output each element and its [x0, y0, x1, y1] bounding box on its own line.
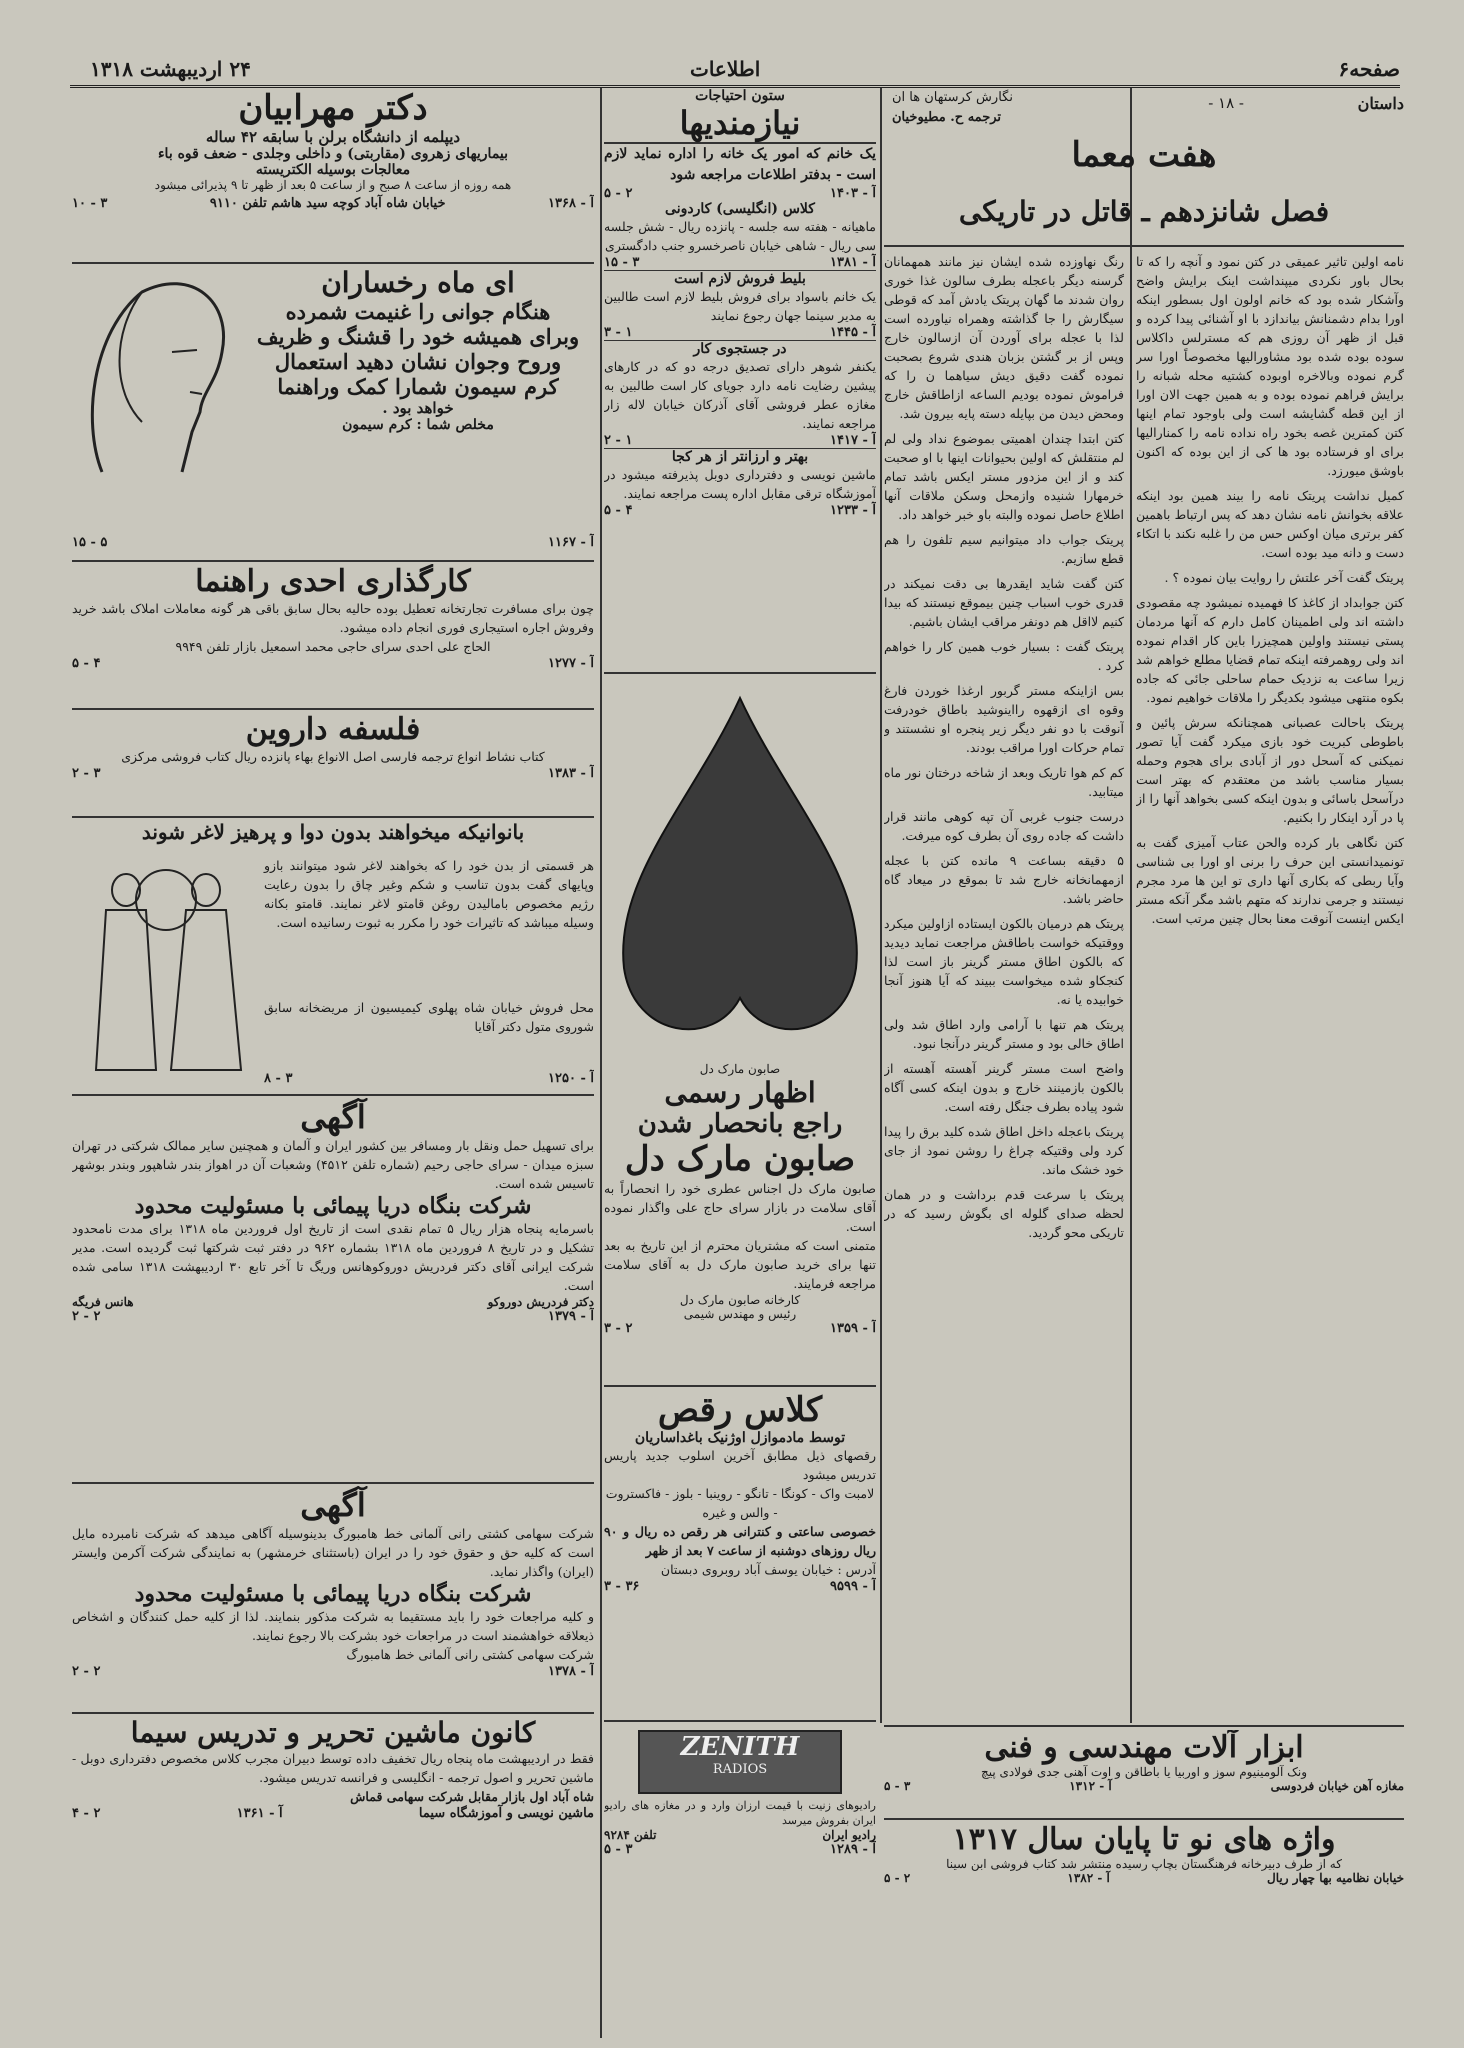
- woman-face-illustration: [72, 272, 242, 482]
- ad-soap: [604, 678, 876, 1378]
- agency-code2: ۴ - ۵: [72, 656, 101, 671]
- need-3-text: یک خانم باسواد برای فروش بلیط لازم است طالبین به مدیر سینما جهان رجوع نمایند: [604, 289, 876, 323]
- typing-title: کانون ماشین تحریر و تدریس سیما: [130, 1716, 536, 1749]
- words-text: که از طرف دبیرخانه فرهنگستان بچاپ رسیده منتشر شد کتاب فروشی ابن سینا: [946, 1857, 1342, 1871]
- divider: [604, 672, 876, 674]
- ad-darwin: [72, 712, 594, 812]
- soap-caption: صابون مارک دل: [699, 1062, 781, 1076]
- notice1-text2: باسرمایه پنجاه هزار ریال ۵ تمام نقدی است از تاریخ اول فروردین ماه ۱۳۱۸ برای مدت نامحدود تشکیل و در تاریخ ۸ فروردین ماه ۱۳۱۸ بشماره ۹۶۲ در دفتر ثبت شرکتها ثبت گردیده است. مدیر شرکت ایرانی آقای دکتر فردریش دوروکوهانس وریگ تا آخر تابع ۳۰ اردیبهشت ۱۳۱۸ سامی شده است.: [72, 1221, 594, 1293]
- story-paragraph: کتن ابتدا چندان اهمیتی بموضوع نداد ولی لم لم منتقلش که اولین بحیوانات اینها با او صحبت کند و از این مزدور مستر ایکس باشد تمام خرمهارا شنیده وازمحل وسکن ملاقات آنها اطلاع حاصل نموده والبته باو خبر خواهد داد.: [884, 431, 1124, 522]
- notice2-code2: ۲ - ۲: [72, 1664, 101, 1679]
- typing-text: فقط در اردیبهشت ماه پنجاه ریال تخفیف داده توسط دبیران مجرب کلاس مخصوص دفترداری دوبل - ماشین تحریر و اصول ترجمه - انگلیسی و فرانسه تدریس میشود.: [72, 1751, 594, 1785]
- notice1-signature: دکتر فردریش دوروکو: [487, 1295, 594, 1309]
- dance-code2: ۳۶ - ۳: [604, 1579, 640, 1594]
- notice1-company: شرکت بنگاه دریا پیمائی با مسئولیت محدود: [134, 1193, 532, 1219]
- notice2-title: آگهی: [300, 1486, 366, 1524]
- doctor-code: آ - ۱۳۶۸: [548, 196, 594, 211]
- doctor-line2: معالجات بوسیله الکتریسته: [255, 162, 411, 178]
- words-address: خیابان نظامیه بها چهار ریال: [1267, 1871, 1404, 1885]
- soap-code2: ۲ - ۳: [604, 1321, 633, 1336]
- divider: [72, 560, 594, 562]
- divider: [604, 1720, 876, 1722]
- dance-title: کلاس رقص: [657, 1390, 823, 1430]
- story-column-1: [1136, 252, 1404, 1722]
- agency-title: کارگذاری احدی راهنما: [195, 564, 471, 599]
- page-label: صفحه۶: [1338, 57, 1400, 81]
- ad-notice-1: [72, 1098, 594, 1478]
- tools-code2: ۳ - ۵: [884, 1779, 911, 1793]
- story-paragraph: پریتک باعجله داخل اطاق شده کلید برق را پیدا کرد ولی وقتیکه چراغ را روشن نمود از جای خود خشک ماند.: [884, 1124, 1124, 1177]
- ad-cream: [72, 266, 594, 556]
- need-5-code: آ - ۱۲۳۳: [830, 503, 876, 518]
- story-paragraph: نامه اولین تاثیر عمیقی در کتن نمود و آنچه را که تا بحال باور نکردی میپنداشت اینک برایش واضح وآشکار شده بود که خانم اولون اول بسطور اینکه اورا بدام دشمنانش بیاندازد با او آشنائی پیدا کرده و قبل از ظهر آن روزی هم که مسترلس داکلاس سوده بوده شده بود مشاورالیها مخصوصاً اورا سر گرم نموده وبالاخره اوبوده کشتیه محله شبانه را برایش فراهم نموده بوده و به همین جهت الان اورا از این قطه گشایشه است ولی باوجود تمام اینها کتن کمترین غصه بخود راه نداده نامه را کمنارالیها برای او فرستاده بود ها کی از این بوده که اکنون باوشق میورزد.: [1136, 254, 1404, 478]
- doctor-line1: بیماریهای زهروی (مقاربتی) و داخلی وجلدی - ضعف قوه باء: [157, 146, 509, 162]
- issue-date: ۲۴ اردیبهشت ۱۳۱۸: [90, 57, 251, 81]
- need-3-code: آ - ۱۴۴۵: [830, 325, 876, 340]
- story-column-2: [884, 252, 1124, 1722]
- agency-text: چون برای مسافرت تجارتخانه تعطیل بوده حالیه بحال سابق باقی هر گونه معاملات املاک باشد خرید وفروش اجاره استیجاری فوری انجام داده میشود.: [72, 601, 594, 635]
- words-code: آ - ۱۳۸۲: [1067, 1871, 1110, 1885]
- ad-doctor: [72, 88, 594, 258]
- need-1: یک خانم که امور یک خانه را اداره نماید لازم است - بدفتر اطلاعات مراجعه شود: [604, 146, 876, 183]
- divider: [72, 1482, 594, 1484]
- darwin-code: آ - ۱۳۸۳: [548, 766, 594, 781]
- soap-text2: متمنی است که مشتریان محترم از این تاریخ به بعد تنها برای خرید صابون مارک دل به آقای سلامت مراجعه فرمایند.: [604, 1238, 876, 1291]
- story-translator: ترجمه ح. مطیوخیان: [892, 110, 1002, 125]
- doctor-sub: دیپلمه از دانشگاه برلن با سابقه ۴۲ ساله: [205, 128, 461, 146]
- notice1-code: آ - ۱۳۷۹: [548, 1309, 594, 1324]
- cream-line4: وروح وجوان نشان دهید استعمال: [274, 349, 562, 374]
- story-page-num: - ۱۸ -: [1208, 94, 1244, 112]
- story-paragraph: کتن گفت شاید ایقدرها بی دقت نمیکند در قدری خوب اسباب چنین بیموقع نیستند که بیدا کنیم لااقل هم دونفر مراقب ایشان باشیم.: [884, 576, 1124, 629]
- slim-place: محل فروش خیابان شاه پهلوی کیمیسیون از مریضخانه سابق شوروی متول دکتر آقایا: [264, 1000, 594, 1034]
- dance-code: آ - ۹۵۹۹: [830, 1579, 876, 1594]
- words-title: واژه های نو تا پایان سال ۱۳۱۷: [952, 1822, 1336, 1857]
- story-paragraph: پریتک جواب داد میتوانیم سیم تلفون را هم قطع سازیم.: [884, 532, 1124, 566]
- story-paragraph: کمیل نداشت پریتک نامه را بیند همین بود اینکه علاقه بخوانش نامه نشان دهد که پس ارتباط باهمین کفر برتری میان اوکس حس من را غلبه نکند با اتکاء دست و دانه مید بوده است.: [1136, 488, 1404, 560]
- dance-list: لامبت واک - کونگا - تانگو - روینبا - بلوز - فاکستروت - والس و غیره: [605, 1486, 875, 1520]
- divider: [72, 1712, 594, 1714]
- notice1-title: آگهی: [300, 1098, 366, 1136]
- agency-code: آ - ۱۲۷۷: [548, 656, 594, 671]
- story-paragraph: رنگ نهاوزده شده ایشان نیز مانند همهمانان گرسنه دیگر باعجله بطرف سالون غذا خوری روان شدند ما گهان پریتک یادش آمد که قوطی سیگارش را جا گذاشته وهمراه نیاورده است لذا با عجله برای آوردن آن ازسالون خارج وپس از بر گشتن بزبان هندی شروع بصحبت نموده گفت دقیق دیش سیاهما ن را که فراموش نموده بودیم الساعه ازاطاقش خارج ومحض دیدن من بپایله دسته پایه بیرون شد.: [884, 254, 1124, 421]
- women-illustration: [76, 860, 256, 1080]
- divider: [72, 262, 594, 264]
- dance-text: رقصهای ذیل مطابق آخرین اسلوب جدید پاریس تدریس میشود: [604, 1448, 876, 1482]
- need-4-code2: ۱ - ۲: [604, 433, 633, 448]
- soap-sub: راجع بانحصار شدن: [637, 1109, 843, 1139]
- need-5-head: بهتر و ارزانتر از هر کجا: [604, 448, 876, 465]
- radio-phone: تلفن ۹۲۸۴: [604, 1828, 657, 1842]
- story-paragraph: پریتک گفت : بسیار خوب همین کار را خواهم کرد .: [884, 639, 1124, 673]
- story-paragraph: ۵ دقیقه بساعت ۹ مانده کتن با عجله ازمهمانخانه خارج شد تا بموقع در میعاد گاه حاضر باشد.: [884, 853, 1124, 906]
- divider: [72, 708, 594, 710]
- need-4-head: در جستجوی کار: [604, 340, 876, 357]
- cream-line6: خواهد بود .: [382, 399, 454, 417]
- ad-radio: [604, 1726, 876, 1856]
- story-paragraph: واضح است مستر گرینر آهسته آهسته از بالکون بازمینند خارج و بدون اینکه کسی آگاه شود پیاده بطرف جنگل رفته است.: [884, 1061, 1124, 1114]
- typing-code: آ - ۱۳۶۱: [236, 1806, 283, 1821]
- page-header: [70, 55, 1400, 88]
- cream-line1: ای ماه رخساران: [321, 266, 515, 299]
- notice1-text: برای تسهیل حمل ونقل بار ومسافر بین کشور ایران و آلمان و همچنین سایر ممالک شرکتی در تهران سبزه میدان - سرای حاجی رحیم (شماره تلفن ۴۵۱۲) وشعبات آن در اهواز بندر شاهپور وبندر بوشهر تاسیس شده است.: [72, 1138, 594, 1191]
- need-2-head: کلاس (انگلیسی) کاردونی: [665, 201, 815, 217]
- darwin-title: فلسفه داروین: [245, 712, 421, 747]
- story-title: هفت معما: [1071, 135, 1217, 175]
- needs-column: [604, 88, 876, 668]
- soap-brand: صابون مارک دل: [624, 1139, 856, 1179]
- cream-line5: کرم سیمون شمارا کمک وراهنما: [277, 374, 559, 399]
- radio-brand2: RADIOS: [712, 1762, 768, 1777]
- notice1-code2: ۲ - ۲: [72, 1309, 101, 1324]
- darwin-code2: ۳ - ۲: [72, 766, 101, 781]
- zenith-logo: [638, 1730, 842, 1794]
- column-divider: [600, 88, 602, 2038]
- story-paragraph: پریتک با سرعت قدم برداشت و در همان لحظه صدای گلوله ای بگوش رسید که در تاریکی محو گردید.: [884, 1187, 1124, 1240]
- cream-agent: مخلص شما : کرم سیمون: [342, 417, 494, 433]
- doctor-code2: ۳ - ۱۰: [72, 196, 108, 211]
- notice2-signature: شرکت سهامی کشتی رانی آلمانی خط هامبورگ: [346, 1647, 594, 1662]
- notice2-company: شرکت بنگاه دریا پیمائی با مسئولیت محدود: [134, 1581, 532, 1607]
- notice2-text: شرکت سهامی کشتی رانی آلمانی خط هامبورگ بدینوسیله آگاهی میدهد که شرکت نامبرده مایل است که کلیه حق و حقوق خود را در ایران (باستثنای خرمشهر) به نمایندگی شرکت آکرمن وایستر (ایران) واگذار نماید.: [72, 1526, 594, 1579]
- cream-code: آ - ۱۱۶۷: [548, 535, 594, 550]
- radio-store: رادیو ایران: [822, 1828, 876, 1842]
- typing-address: شاه آباد اول بازار مقابل شرکت سهامی قماش: [350, 1789, 594, 1804]
- needs-section: ستون احتیاجات: [695, 88, 785, 104]
- soap-title: اظهار رسمی: [664, 1076, 816, 1109]
- radio-brand: ZENITH: [680, 1732, 800, 1762]
- slim-code: آ - ۱۲۵۰: [548, 1071, 594, 1086]
- doctor-address: خیابان شاه آباد کوچه سید هاشم تلفن ۹۱۱۰: [209, 196, 446, 211]
- tools-code: آ - ۱۳۱۲: [1069, 1779, 1112, 1793]
- story-chapter: فصل شانزدهم ـ قاتل در تاریکی: [884, 195, 1404, 247]
- doctor-title: دکتر مهرابیان: [238, 88, 428, 128]
- ad-agency: [72, 564, 594, 704]
- ad-slimming: [72, 820, 594, 1090]
- section-label: داستان: [1357, 94, 1404, 113]
- ad-new-words: [884, 1822, 1404, 1922]
- story-header: [884, 88, 1404, 128]
- notice2-code: آ - ۱۳۷۸: [548, 1664, 594, 1679]
- soap-signature: کارخانه صابون مارک دل: [679, 1293, 801, 1307]
- doctor-line3: همه روزه از ساعت ۸ صبح و از ساعت ۵ بعد از ظهر تا ۹ پذیرائی میشود: [154, 178, 512, 192]
- ad-tools: [884, 1730, 1404, 1815]
- soap-text: صابون مارک دل اجناس عطری خود را انحصاراً به آقای سلامت در بازار سرای حاج علی واگذار نموده است.: [604, 1181, 876, 1234]
- agency-address: الحاج علی احدی سرای حاجی محمد اسمعیل بازار تلفن ۹۹۴۹: [175, 639, 491, 654]
- notice1-signature2: هانس فریگه: [72, 1295, 134, 1309]
- need-3-head: بلیط فروش لازم است: [604, 270, 876, 287]
- slim-title: بانوانیکه میخواهند بدون دوا و پرهیز لاغر شوند: [141, 820, 525, 844]
- divider: [884, 1818, 1404, 1820]
- dance-text2: خصوصی ساعتی و کنترانی هر رقص ده ریال و ۹۰ ریال روزهای دوشنبه از ساعت ۷ بعد از ظهر: [604, 1524, 876, 1558]
- column-divider: [1130, 88, 1132, 1723]
- ad-dance: [604, 1390, 876, 1715]
- need-1-code: آ - ۱۴۰۳: [830, 186, 876, 201]
- newspaper-name: اطلاعات: [690, 57, 761, 81]
- story-paragraph: کتن جوابداد از کاغذ کا فهمیده نمیشود چه مقصودی داشته اند ولی اطمینان کامل دارم که آنها مردمان پستی نیستند واولین همچیزرا باین کار اقدام نموده اند ولی روهمرفته اینکه تمام قضایا مطلع خواهم شد زیرا ساعت به نزدیک حمام ساحلی جائی که جاده بکوه منتهی میشود بکدیگر را ملاقات خواهیم نمود.: [1136, 595, 1404, 705]
- cream-code2: ۵ - ۱۵: [72, 535, 108, 550]
- tools-address: مغازه آهن خیابان فردوسی: [1270, 1779, 1404, 1793]
- heart-soap-image: [604, 678, 876, 1058]
- divider: [884, 1725, 1404, 1727]
- need-3-code2: ۱ - ۳: [604, 325, 633, 340]
- words-code2: ۲ - ۵: [884, 1871, 911, 1885]
- story-author: نگارش کرستهان ها ان: [892, 90, 1013, 105]
- radio-text: رادیوهای زنیت با قیمت ارزان وارد و در مغازه های رادیو ایران بفروش میرسد: [604, 1799, 876, 1827]
- need-2-code2: ۳ - ۱۵: [604, 255, 640, 270]
- needs-title: نیازمندیها: [604, 104, 876, 144]
- need-1-code2: ۲ - ۵: [604, 186, 633, 201]
- story-paragraph: پریتک هم تنها با آرامی وارد اطاق شد ولی اطاق خالی بود و مستر گرینر درآنجا نبود.: [884, 1017, 1124, 1051]
- radio-code2: ۳ - ۵: [604, 1842, 633, 1856]
- need-5-code2: ۴ - ۵: [604, 503, 633, 518]
- story-paragraph: پریتک هم درمیان بالکون ایستاده ازاولین میکرد ووقتیکه خواست باطاقش مراجعت نماید دیدید که بالکون اطاق مستر گرینر باز است لذا کنجکاو شده میخواست ببیند که آیا هنوز آنجا خوابیده یا نه.: [884, 916, 1124, 1007]
- soap-code: آ - ۱۳۵۹: [830, 1321, 876, 1336]
- need-2-text: ماهیانه - هفته سه جلسه - پانزده ریال - شش جلسه سی ریال - شاهی خیابان ناصرخسرو جنب دادگستری: [604, 219, 876, 253]
- cream-line2: هنگام جوانی را غنیمت شمرده: [285, 299, 551, 324]
- story-paragraph: پریتک باحالت عصبانی همچنانکه سرش پائین و باطوطی کبریت خود بازی میکرد گفت آیا تصور نمیکنی که آسحل دور از آبادی برای هجوم وحمله بسیار مناسب باشد من معتقدم که بهتر است درآسحل باسائی و بدون اینکه کسی بخواهد آنها را از پا در آرد اینکار را بکنیم.: [1136, 715, 1404, 825]
- soap-signature2: رئیس و مهندس شیمی: [683, 1307, 797, 1321]
- typing-brand: ماشین نویسی و آموزشگاه سیما: [418, 1806, 594, 1821]
- need-4-text: یکنفر شوهر دارای تصدیق درجه دو که در کارهای پیشین رضایت نامه دارد جویای کار است طالبین به مغازه عطر فروشی آقای آذرکان خیابان لاله زار مراجعه نمایند.: [604, 359, 876, 431]
- story-paragraph: کتن نگاهی بار کرده والحن عتاب آمیزی گفت به تونمیدانستی این حرف را برنی او اورا بی شناسی وآیا ربطی که بکاری آنها داری تو این ها مرد مجرم نیستند و جرمی ندارند که متهم باشد مگر آنکه مستر ایکس اینست آنوقت معنا بحال چنین مرتب است.: [1136, 835, 1404, 926]
- dance-sub: توسط مادموازل اوژنیک باغداساریان: [634, 1430, 846, 1446]
- story-paragraph: بس ازاینکه مستر گربور ارغذا خوردن فارغ وقوه ای ازقهوه رااینوشید باطاق خودرفت آنوقت با دو نفر دیگر زیر پنجره او نشستند و تمام حرکات اورا مراقب بودند.: [884, 683, 1124, 755]
- slim-code2: ۳ - ۸: [264, 1071, 293, 1086]
- tools-text: ونک آلومینیوم سوز و اوربیا یا باطاقن و اوت آهنی جدی فولادی پیچ: [980, 1765, 1308, 1779]
- dance-address: آدرس : خیابان یوسف آباد روبروی دبستان: [660, 1562, 876, 1577]
- ad-notice-2: [72, 1486, 594, 1708]
- column-divider: [880, 88, 882, 1723]
- slim-text: هر قسمتی از بدن خود را که بخواهند لاغر شود میتوانند بازو وپایهای گفت بدون تناسب و شکم وغیر چاق را بدون رعایت رژیم مخصوص بامالیدن روغن قامتو لاغر نمایند. قامتو بکانه وسیله میباشد که تاثیرات خود را مکرر به ثبوت رسانیده است.: [264, 858, 594, 930]
- tools-title: ابزار آلات مهندسی و فنی: [984, 1730, 1304, 1765]
- need-5-text: ماشین نویسی و دفترداری دوبل پذیرفته میشود در آموزشگاه ترقی مقابل اداره پست مراجعه نمایند.: [604, 467, 876, 501]
- notice2-text2: و کلیه مراجعات خود را باید مستقیما به شرکت مذکور بنمایند. لذا از کلیه حمل کنندگان و اشخاص ذیعلاقه خواهشمند است در مراجعات خود بشرکت بالا رجوع نمایند.: [72, 1609, 594, 1643]
- darwin-text: کتاب نشاط انواع ترجمه فارسی اصل الانواع بهاء پانزده ریال کتاب فروشی مرکزی: [121, 749, 545, 764]
- story-paragraph: کم کم هوا تاریک وبعد از شاخه درختان نور ماه میتابید.: [884, 765, 1124, 799]
- divider: [72, 816, 594, 818]
- story-paragraph: پریتک گفت آخر علتش را روایت بیان نموده ؟ .: [1164, 570, 1404, 585]
- need-2-code: آ - ۱۳۸۱: [830, 255, 876, 270]
- radio-code: آ - ۱۲۸۹: [830, 1842, 876, 1856]
- story-paragraph: درست جنوب غربی آن تپه کوهی مانند قرار داشت که جاده روی آن بطرف کوه میرفت.: [884, 809, 1124, 843]
- typing-code2: ۲ - ۴: [72, 1806, 101, 1821]
- divider: [72, 1094, 594, 1096]
- need-4-code: آ - ۱۴۱۷: [830, 433, 876, 448]
- divider: [604, 1385, 876, 1387]
- ad-typing-school: [72, 1716, 594, 1896]
- cream-line3: وبرای همیشه خود را قشنگ و ظریف: [256, 324, 580, 349]
